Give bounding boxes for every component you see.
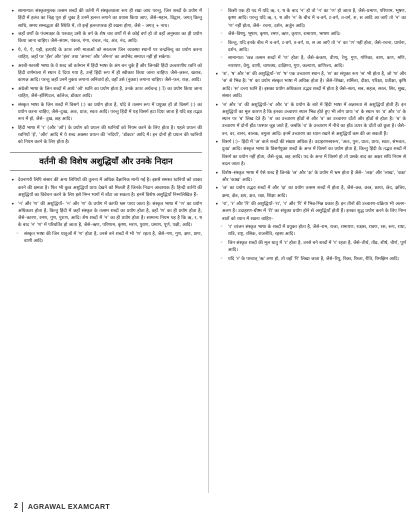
sub-bullet-paragraph: ◦ किन्तु, यदि इनके बीच में च-वर्ग, ट-वर्ग, त-वर्ग, श, स आ जाएँ तो 'न' का 'ण' नहीं होता, जैसे–रचना, प्रार्थना, दर्शन, आदि।	[214, 40, 406, 55]
sub-bullet-paragraph: ◦ सामान्यतः 'छन्न तत्सम शब्दों में 'ण' होता है, जैसे–कंकण, वीणा, रेणु, गुण, गणिका, बाण, कण, मणि, नारायण, वेणु, वाणी, चाणक्य, दाक्षिण्य, गुण, कल्याण, वाणिज्य, आदि।	[214, 55, 406, 70]
publisher-brand: AGRAWAL EXAMCART	[27, 503, 110, 511]
bullet-paragraph: • संस्कृत भाषा के जिन शब्दों में विसर्ग (:) का प्रयोग होता है, यदि वे तत्सम रूप में प्रयुक्त हों तो विसर्ग (:) का प्रयोग करना चाहिए, जैसे–दुःख, अतः, प्रातः, स्वतः आदि। परन्तु हिंदी में यह विसर्ग हटा दिया जाता है यदि वह तद्भव रूप में हो, जैसे– दुख, छह आदि।	[10, 102, 202, 124]
sub-bullet-paragraph: ◦ 'र' व्यंजन संस्कृत भाषा के शब्दों में प्रयुक्त होता है, जैसे–राम, राजा, रामायण, राक्षस, रावण, रस, रूप, राधा, रात्रि, राष्ट्र, रसिक, राजनीति, रहस्य आदि।	[214, 224, 406, 239]
page-number: 2	[10, 502, 23, 512]
page-footer	[10, 500, 406, 514]
column-divider	[208, 8, 209, 493]
bullet-paragraph: • 'श', 'ष' और 'स' की अशुद्धियाँ–'श' 'ष' एक उच्चारण स्थान है, 'श' का संयुक्त रूप 'श्र' भी होता है, जो 'ष' और 'स' से भिन्न है। 'ष' का प्रयोग संस्कृत भाषा में अधिक होता है। जैसे–शिखा, शर्मिला, दीक्षा, परिक्षा, प्रतीक्षा, कृषि आदि। 'स' दन्त्य ध्वनि है। इसका प्रयोग अधिकतर तद्भव शब्दों में होता है जैसे–सत्य, सब, सहज, सरल, सिर, सुख, संसार आदि।	[214, 71, 406, 100]
right-column	[214, 8, 406, 264]
bullet-paragraph: • अरबी-फारसी भाषा के वे शब्द जो वर्तमान में हिंदी भाषा के अंग बन चुके हैं और जिनकी हिंदी उच्चारणीय ध्वनि को हिंदी वर्णमाला में स्थान दे दिया गया है, उन्हें हिंदी रूप में ही स्वीकार किया जाना चाहिए। जैसे–ज़रूर, खराब, कागज़ आदि। परन्तु जहाँ उनमें नुक्ता लगाना अनिवार्य हो, वहाँ उसे (नुक्ता) लगाना चाहिए। जैसे–फ़न, राज़, आदि।	[10, 63, 202, 85]
bullet-paragraph: • 'छ' का प्रयोग तद्भव शब्दों में और 'क्ष' का प्रयोग तत्सम शब्दों में होता है, जैसे–छत्र, छात्र, छाया, छेद, क्षत्रिय, क्षमा, क्षेत्र, क्षय, क्षत, रक्षा, शिक्षा आदि।	[214, 185, 406, 200]
bullet-paragraph: • 'ब' और 'व' की अशुद्धियाँ–'ब' और 'व' के प्रयोग के बारे में हिंदी भाषा में अज्ञानता से अशुद्धियाँ होती हैं। इन अशुद्धियों का मूल कारण है कि इनका उच्चारण स्थान भिन्न होते हुए भी लोग प्रायः 'ब' के स्थान पर 'व' और 'व' के स्थान पर 'ब' लिख देते हैं। 'ब' का उच्चारण होंठों से और 'व' का उच्चारण दाँतों और होंठों से होता है। 'ब' के उच्चारण में दोनों होंठ परस्पर जुड़ जाते हैं, जबकि 'व' के उच्चारण में नीचे का होंठ ऊपर के दाँतों को छूता है। जैसे–वन, वर, वानर, बालक, बगुला आदि। इनमें उच्चारण का ध्यान रखने से अशुद्धियाँ कम की जा सकती हैं।	[214, 102, 406, 138]
sub-bullet-paragraph: ◦ जैसे–विष्णु, भूषण, कृष्ण, रमण, ऋण, कृपण, रामायण, भाषण आदि।	[214, 31, 406, 38]
section-heading: वर्तनी की विशेष अशुद्धियाँ और उनके निदान	[10, 152, 202, 171]
bullet-paragraph: • हिंदी भाषा में 'र' (और 'ओ') के प्रयोग को प्रयत्न की ध्वनियों को नियम करने के लिए होता है। पहले प्रयत्न की ध्वनियों 'ई', 'और' आदि में ये शब्द अक्सर प्रयत्न की 'नदियों', 'डॉक्टर' आदि में। इन दोनों ही प्रयत्न की ध्वनियों को नियम करने के लिए होता है।	[10, 125, 202, 147]
left-column	[10, 8, 202, 247]
sub-bullet-paragraph: ◦ संस्कृत भाषा की जिन धातुओं में 'ण' होता है, उनसे बने शब्दों में भी 'ण' रहता है, जैसे–गण, गुण, क्षण, प्राण, वाणी आदि।	[10, 231, 202, 246]
sub-bullet-paragraph: ◦ जिन संस्कृत शब्दों की मूल धातु में 'र' होता है, उनसे बने शब्दों में 'र' रहता है, जैसे–तीर्थ, तीव्र, शीर्ष, चीर्ण, पूर्ण आदि।	[214, 240, 406, 255]
sub-bullet-paragraph: ◦ यदि 'र' के पश्चात् 'ऋ' लगा हो, तो वहाँ 'रि' लिखा जाता है, जैसे–रिपु, रिक्त, रिश्ता, रीति, रिमझिम आदि।	[214, 256, 406, 263]
bullet-paragraph: • जहाँ वर्णों के पंचमाक्षर के पश्चात् उसी के वर्ग के शेष चार वर्णों में से कोई वर्ण हो तो वहाँ अनुस्वार का ही प्रयोग किया जाना चाहिए। जैसे–संयम, पंकज, गंगा, चंचल, नंद, अंत, नंद, आदि।	[10, 31, 202, 46]
bullet-paragraph: • ये, ये, ऐ, यही, इत्यादि के ऊपर लगी मात्राओं को सरलतम जिन व्यवस्था स्थानों पर चन्द्रबिन्दु का प्रयोग करना चाहिए, जहाँ पर 'हँस' और 'हंस' तथा 'अंगना' और 'अँगना' का अर्थभेद समाप्त नहीं हो सकेगा।	[10, 47, 202, 62]
bullet-paragraph: • 'न' और 'ण' की अशुद्धियाँ– 'न' और 'ण' के प्रयोग में काफी भ्रम पाया जाता है। संस्कृत भाषा में 'ण' का प्रयोग अधिकतर होता है, किन्तु हिंदी में जहाँ संस्कृत के तत्सम शब्दों का प्रयोग होता है, वहाँ 'ण' का ही प्रयोग होता है, जैसे–कारण, रमण, गुण, पुराण, आदि। शेष शब्दों में 'न' का ही प्रयोग होता है। सामान्य नियम यह है कि ऋ, र, ष के बाद 'न' 'ण' में परिवर्तित हो जाता है, जैसे–ऋण, परिणाम, कृष्ण, मरण, पुराण, प्रमाण, पूर्ण, पक्षी, आदि।	[10, 201, 202, 230]
bullet-paragraph: • देवनागरी लिपि संसार की अन्य लिपियों की तुलना में अधिक वैज्ञानिक मानी गई है। इसमें समस्त ध्वनियों को व्यक्त करने की क्षमता है। फिर भी कुछ अशुद्धियाँ प्रायः देखने को मिलती हैं जिनके निदान आवश्यक हैं। हिन्दी वर्तनी की अशुद्धियों का विवेचन करने के लिए इसे निम्न भागों में बाँटा जा सकता है। इनमें विशेष अशुद्धियाँ निम्नलिखित हैं–	[10, 177, 202, 199]
bullet-paragraph: • सामान्यतः संस्कृतमूलक तत्सम शब्दों की वर्तनी में संस्कृतवाला रूप ही रखा जाय परन्तु, जिन शब्दों के प्रयोग में हिंदी में हलंत का चिह्न पूरा हो चुका है उनमें हलन्त लगाने का प्रयास किया जाए, जैसे–महान, विद्वान, जगत् किन्तु साथि, समय सम्बद्धता की स्थिति में, तो इन्हें हलन्तपरक ही रखना होगा, जैसे – जगत् + नाथ।	[10, 8, 202, 30]
bullet-paragraph: • 'रा', 'र' और 'रि' की अशुद्धियाँ–'रा', 'र' और 'रि' में भिन्न-भिन्न प्रकार हैं। इन तीनों की उच्चारण-प्रक्रिया भी अलग-अलग है। उदाहरण–ग्रीष्म में 'री' का संयुक्त प्रयोग होने से अशुद्धियाँ होती हैं। इनका शुद्ध प्रयोग करने के लिए निम्न बातों को ध्यान में रखना चाहिए–	[214, 201, 406, 223]
bullet-paragraph: • विसर्ग (:)– हिंदी में 'अ' वाले शब्दों की संख्या अधिक है। उदाहरणस्वरूप, 'अतः, पुनः, प्रातः, प्रायः, स्वतः, संभवतः, दुःख' आदि। संस्कृत भाषा के विसर्गयुक्त शब्दों के अन्त में विसर्ग का प्रयोग होता है, किन्तु हिंदी के तद्भव शब्दों में विसर्ग का प्रयोग नहीं होता, जैसे–दुख, छह आदि। पद के अन्त में विसर्ग हो तो उसके बाद का अक्षर संधि नियम से बदल जाता है।	[214, 139, 406, 168]
bullet-paragraph: • विशेष–संस्कृत भाषा में ऐसे शब्द हैं जिनके 'छ' और 'क्ष' के प्रयोग में भ्रम होता है जैसे– 'लक्ष' और 'लाख', 'कक्ष' और 'काख' आदि।	[214, 170, 406, 185]
bullet-paragraph: • अंग्रेजी भाषा के जिन शब्दों में आधे 'ओ' ध्वनि का प्रयोग होता है, उनके ऊपर अर्धचन्द्र (ॉ) का प्रयोग किया जाना चाहिए, जैसे–हॉस्पिटल, कॉलेज, डॉक्टर आदि।	[10, 86, 202, 101]
sub-bullet-paragraph: ◦ किसी एक ही पद में यदि ऋ, र, ष के बाद 'न' हो तो 'न' का 'ण' हो जाता है, जैसे–प्रमाण, परिणाम, भूषण, कृष्ण आदि। परन्तु यदि ऋ, र, ष और 'न' के बीच में च-वर्ग, ट-वर्ग, त-वर्ग, श, स आदि आ जाएँ तो 'न' का 'ण' नहीं होता, जैसे– रचना, दर्शन, अर्जुन आदि।	[214, 8, 406, 30]
